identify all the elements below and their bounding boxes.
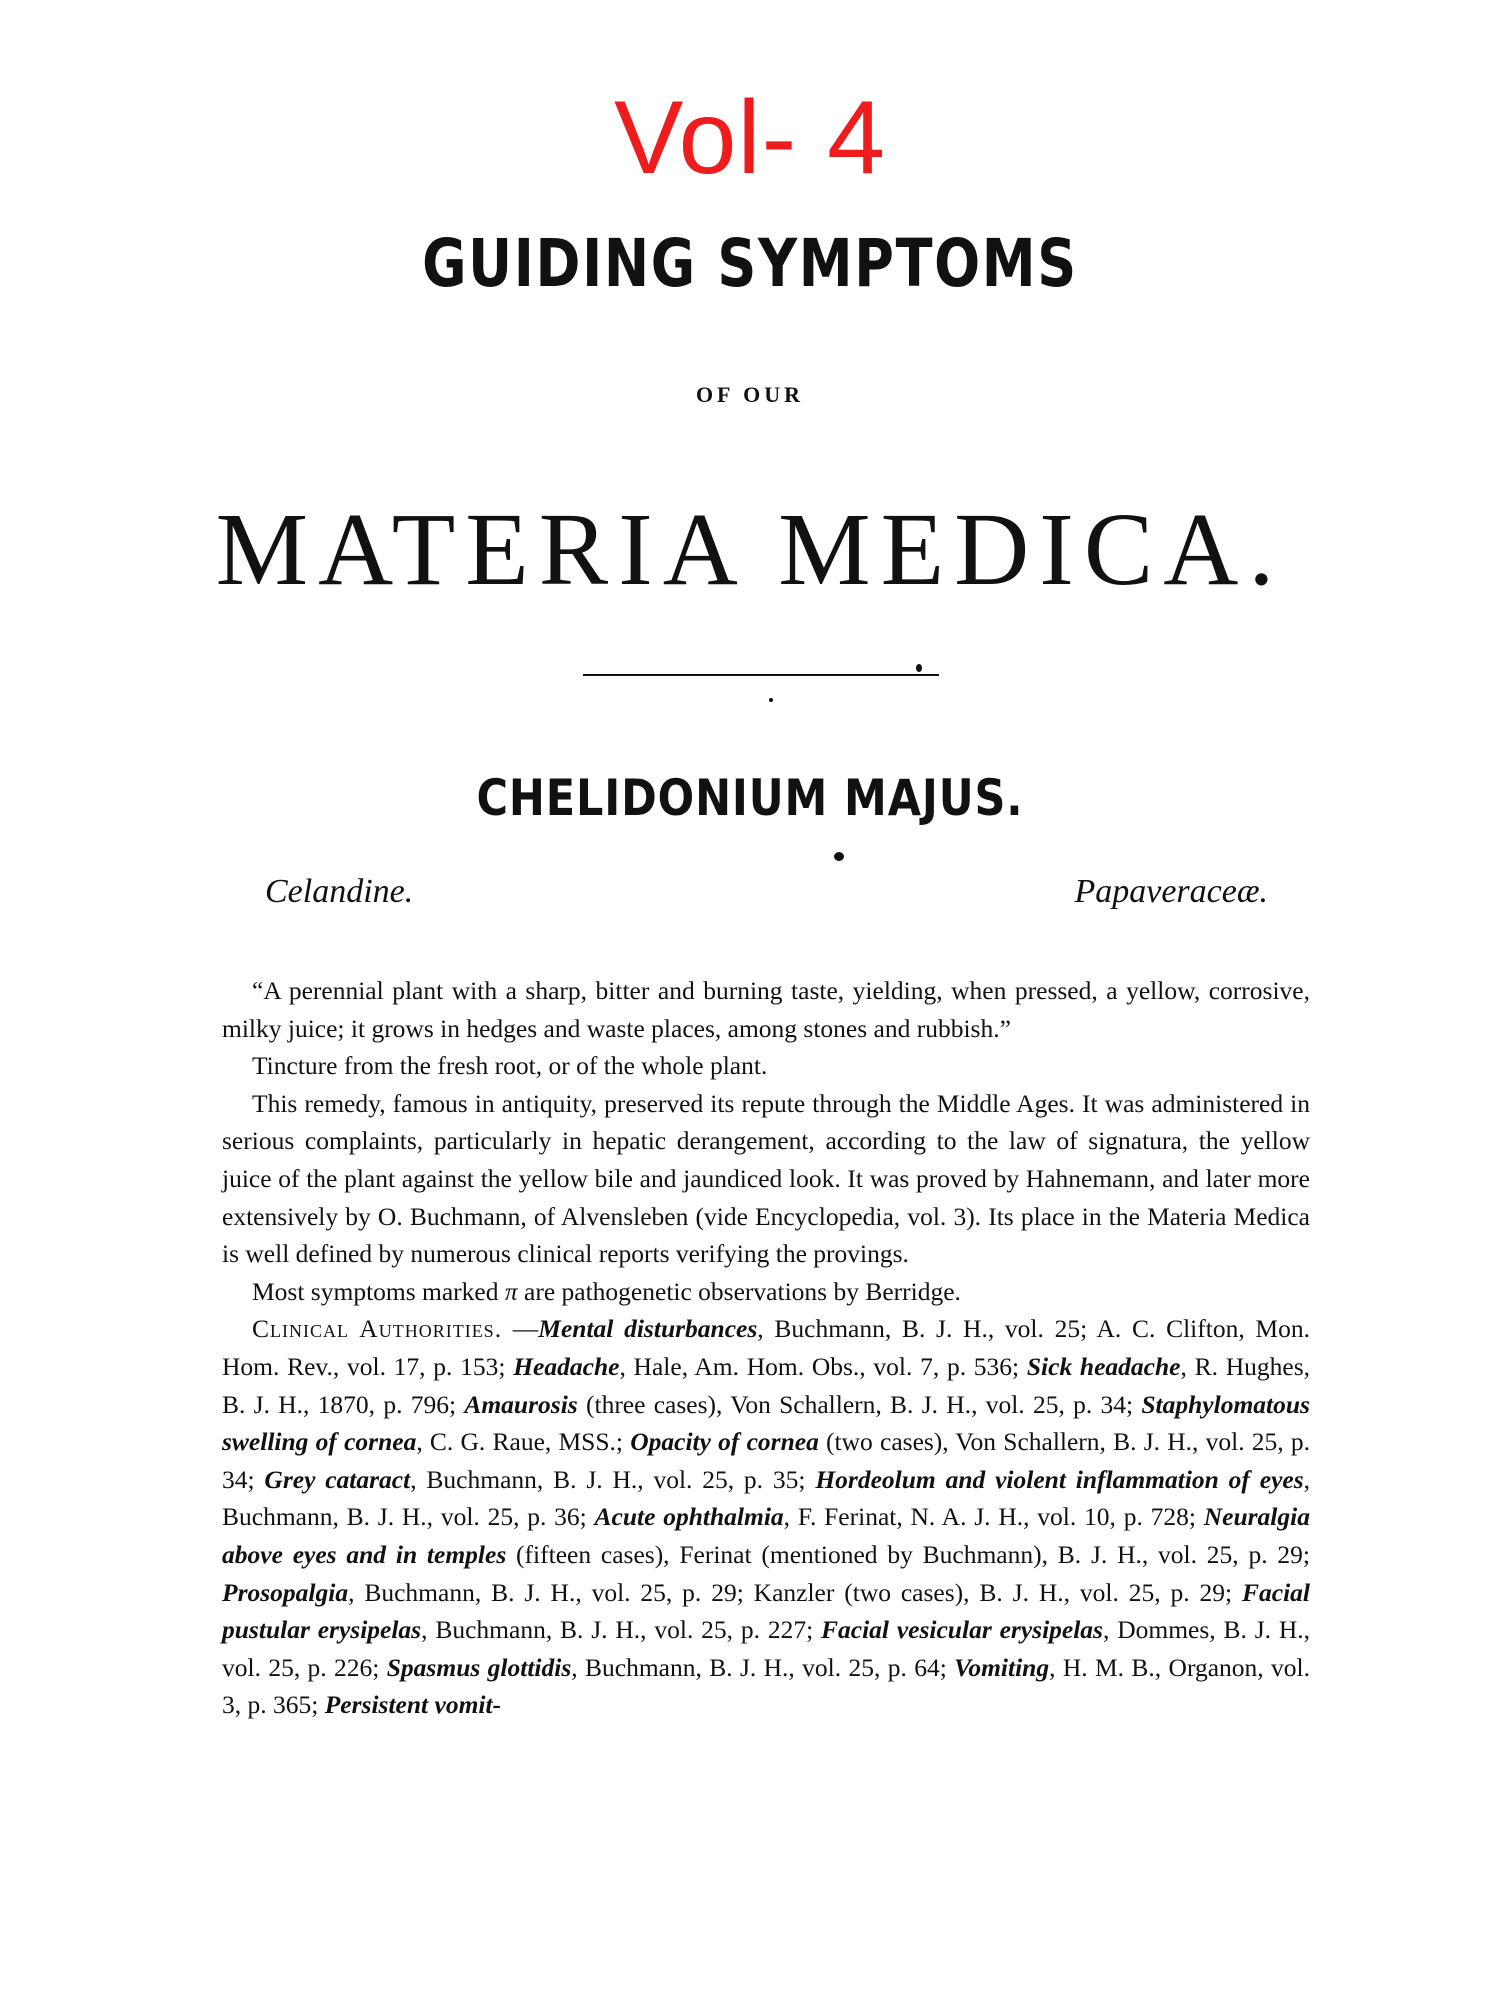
- clinical-condition: Staphylomatous swelling of cornea: [222, 1389, 1310, 1457]
- ink-speck: [834, 852, 844, 861]
- clinical-condition: Vomiting: [954, 1652, 1050, 1682]
- clinical-authorities-list: [222, 1314, 1310, 1719]
- clinical-condition: Acute ophthalmia: [594, 1502, 784, 1532]
- clinical-condition: Headache: [513, 1351, 620, 1381]
- clinical-condition: Prosopalgia: [222, 1577, 349, 1607]
- clinical-citation: , R. Hughes, B. J. H., 1870, p. 796;: [222, 1351, 1311, 1419]
- clinical-citation: , Buchmann, B. J. H., vol. 25, p. 29; Kanzler (two cases), B. J. H., vol. 25, p. 29;: [348, 1577, 1242, 1607]
- clinical-condition: Sick headache: [1026, 1351, 1181, 1381]
- pi-symbol: π: [504, 1276, 518, 1306]
- remedy-heading: CHELIDONIUM MAJUS.: [476, 769, 1024, 827]
- clinical-citation: , Buchmann, B. J. H., vol. 25, p. 64;: [571, 1652, 955, 1682]
- clinical-condition: Spasmus glottidis: [386, 1652, 572, 1682]
- ink-speck: [769, 698, 773, 702]
- clinical-citation: (three cases), Von Schallern, B. J. H., vol. 25, p. 34;: [577, 1389, 1142, 1419]
- clinical-authorities-label: Clinical Authorities.: [252, 1314, 503, 1344]
- berridge-text-pre: Most symptoms marked: [252, 1276, 499, 1306]
- clinical-citation: , Buchmann, B. J. H., vol. 25, p. 35;: [410, 1464, 816, 1494]
- remedy-family: Papaveraceæ.: [1074, 873, 1268, 910]
- body-text: [222, 972, 1310, 1724]
- clinical-citation: , F. Ferinat, N. A. J. H., vol. 10, p. 728;: [783, 1502, 1204, 1532]
- clinical-citation: (fifteen cases), Ferinat (mentioned by Buchmann), B. J. H., vol. 25, p. 29;: [506, 1539, 1310, 1569]
- title-divider: [583, 674, 939, 676]
- clinical-condition: Facial pustular erysipelas: [222, 1577, 1310, 1645]
- clinical-citation: , C. G. Raue, MSS.;: [416, 1427, 631, 1457]
- book-title: GUIDING SYMPTOMS: [422, 225, 1078, 302]
- remedy-common-name: Celandine.: [265, 873, 414, 910]
- clinical-condition: Hordeolum and violent inflammation of eyes: [815, 1464, 1304, 1494]
- clinical-authorities-paragraph: [222, 1310, 1310, 1724]
- tincture-paragraph: Tincture from the fresh root, or of the whole plant.: [252, 1051, 768, 1081]
- clinical-citation: , Hale, Am. Hom. Obs., vol. 7, p. 536;: [619, 1351, 1027, 1381]
- clinical-condition: Opacity of cornea: [630, 1427, 819, 1457]
- clinical-condition: Neuralgia above eyes and in temples: [222, 1502, 1310, 1569]
- book-title-connector: OF OUR: [695, 382, 805, 407]
- berridge-text-post: are pathogenetic observations by Berridge.: [524, 1276, 961, 1306]
- clinical-citation: , Buchmann, B. J. H., vol. 25; A. C. Clifton, Mon. Hom. Rev., vol. 17, p. 153;: [222, 1314, 1310, 1381]
- clinical-citation: , Dommes, B. J. H., vol. 25, p. 226;: [222, 1615, 1310, 1682]
- clinical-citation: , Buchmann, B. J. H., vol. 25, p. 36;: [222, 1464, 1310, 1532]
- volume-label: Vol- 4: [614, 80, 886, 196]
- clinical-condition: Facial vesicular erysipelas: [821, 1615, 1103, 1645]
- description-paragraph: “A perennial plant with a sharp, bitter and burning taste, yielding, when pressed, a yellow, corrosive, milky juice; it grows in hedges and waste places, among stones and rubbish.”: [222, 976, 1310, 1043]
- clinical-citation: (two cases), Von Schallern, B. J. H., vol. 25, p. 34;: [222, 1427, 1310, 1494]
- berridge-paragraph: [222, 1273, 1310, 1311]
- book-subtitle: MATERIA MEDICA.: [215, 492, 1285, 607]
- clinical-condition: Mental disturbances: [538, 1314, 758, 1344]
- clinical-citation: , H. M. B., Organon, vol. 3, p. 365;: [222, 1652, 1310, 1720]
- clinical-condition: Grey cataract: [264, 1464, 411, 1494]
- clinical-citation: —: [502, 1314, 539, 1344]
- history-paragraph: This remedy, famous in antiquity, preserved its repute through the Middle Ages. It was administered in serious complaints, particularly in hepatic derangement, according to the law of signatura, the yellow juice of the plant against the yellow bile and jaundiced look. It was proved by Hahnemann, and later more extensively by O. Buchmann, of Alvensleben (vide Encyclopedia, vol. 3). Its place in the Materia Medica is well defined by numerous clinical reports verifying the provings.: [222, 1088, 1310, 1269]
- clinical-citation: , Buchmann, B. J. H., vol. 25, p. 227;: [421, 1615, 822, 1645]
- ink-speck: [916, 664, 922, 672]
- clinical-condition: Amaurosis: [464, 1389, 578, 1419]
- clinical-condition: Persistent vomit-: [324, 1690, 502, 1720]
